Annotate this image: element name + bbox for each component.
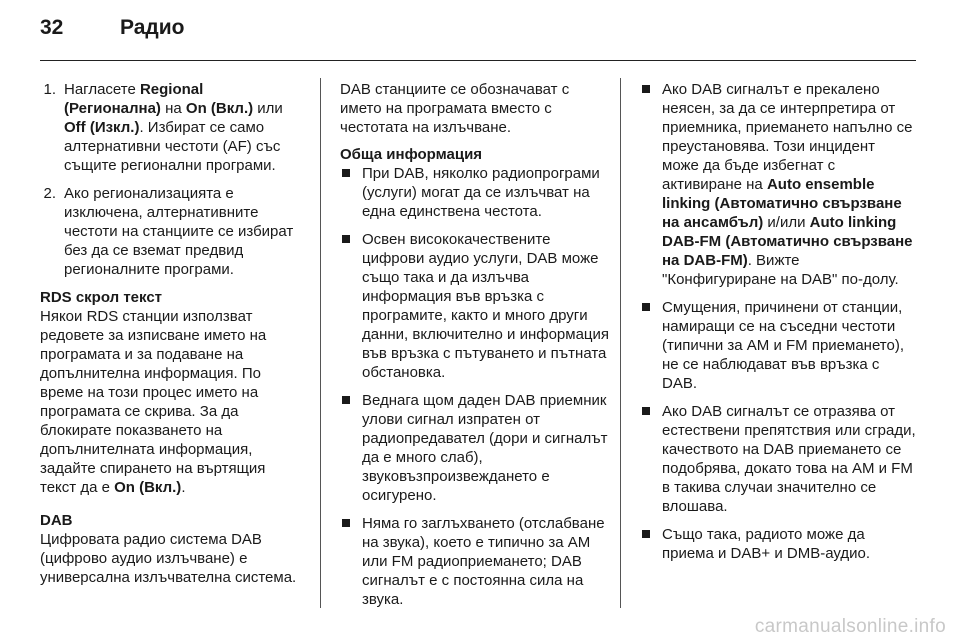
list-item: [640, 80, 916, 289]
list-item-text: Също така, радиото може да приема и DAB+ и DMB-аудио.: [662, 526, 871, 562]
rds-paragraph: [40, 307, 302, 497]
column-divider-1: [320, 78, 321, 608]
steps-list: [40, 80, 302, 279]
list-item: [340, 230, 610, 382]
bullet-icon: [642, 303, 650, 311]
bullet-icon: [342, 396, 350, 404]
step-text: на: [160, 100, 186, 117]
list-item: [340, 391, 610, 505]
bullet-icon: [642, 85, 650, 93]
list-item-text: Смущения, причинени от станции, намиращи се на съседни честоти (типични за AM и FM приемането), не се наблюдават във връзка с DAB.: [662, 299, 904, 392]
page-title: Радио: [120, 16, 185, 39]
dab-paragraph: Цифровата радио система DAB (цифрово аудио излъчване) е универсална излъчвателна система.: [40, 531, 297, 586]
list-item-text: Няма го заглъхването (отслабване на звука), което е типично за AM или FM радиоприемането; DAB сигналът е с постоянна сила на звука.: [362, 515, 605, 608]
dab-intro-paragraph: DAB станциите се обозначават с името на програмата вместо с честотата на излъчване.: [340, 81, 570, 136]
option-auto-linking-dab-fm: Auto linking DAB-FM (Автоматично свързване на DAB-FM): [662, 214, 913, 269]
option-auto-ensemble-linking: Auto ensemble linking (Автоматично свързване на ансамбъл): [662, 176, 902, 231]
step-number: 2.: [43, 185, 56, 202]
bullet-icon: [342, 235, 350, 243]
menu-option-on: On (Вкл.): [185, 100, 254, 117]
step-number: 1.: [43, 81, 56, 98]
column-right: [640, 80, 916, 572]
watermark: carmanualsonline.info: [754, 616, 946, 637]
list-item-text: Веднага щом даден DAB приемник улови сигнал изпратен от радиопредавател (дори и сигналът да е много слаб), звуковъзпроизвеждането е осигурено.: [362, 392, 608, 504]
dab-heading: DAB: [40, 512, 73, 529]
column-middle: [340, 80, 610, 618]
step-text: Нагласете: [64, 81, 140, 98]
step-text: или: [253, 100, 283, 117]
list-item: [340, 514, 610, 609]
list-item: [640, 298, 916, 393]
menu-option-off: Off (Изкл.): [64, 119, 140, 136]
column-divider-2: [620, 78, 621, 608]
page-number: 32: [40, 16, 64, 39]
list-item-text: При DAB, няколко радиопрограми (услуги) могат да се излъчват на една единствена честота.: [362, 165, 600, 220]
rds-end: .: [181, 479, 186, 496]
bullet-icon: [642, 407, 650, 415]
rds-heading: RDS скрол текст: [40, 289, 163, 306]
column-left: [40, 80, 302, 587]
step-2: [40, 184, 302, 279]
list-item: [340, 164, 610, 221]
general-info-list: [340, 164, 610, 609]
list-item: [640, 525, 916, 563]
list-item-text: Ако DAB сигналът се отразява от естествени препятствия или сгради, качеството на DAB приемането се подобрява, докато това на AM и FM в такива случаи значително се влошава.: [662, 403, 916, 515]
general-info-heading: Обща информация: [340, 146, 483, 163]
list-item-text: Ако DAB сигналът е прекалено неясен, за да се интерпретира от приемника, приемането напълно се преустановява. Този инцидент може да бъде избегнат с активиране на: [662, 81, 913, 193]
dab-notes-list: [640, 80, 916, 563]
list-item-text: и/или: [763, 214, 810, 231]
step-text: Ако регионализацията е изключена, алтернативните честоти на станциите се избират без да се вземат предвид регионалните програми.: [64, 185, 294, 278]
bullet-icon: [642, 530, 650, 538]
list-item-text: . Вижте "Конфигуриране на DAB" по-долу.: [662, 252, 899, 288]
rds-text: Някои RDS станции използват редовете за изписване името на програмата и за подаване на допълнителна информация. По време на този процес името на програмата се скрива. За да блокирате показването на допълнителната информация, задайте спирането на въртящия текст да е: [40, 308, 267, 496]
menu-option-regional: Regional (Регионална): [64, 81, 204, 117]
bullet-icon: [342, 169, 350, 177]
bullet-icon: [342, 519, 350, 527]
rds-option-on: On (Вкл.): [114, 479, 182, 496]
list-item-text: Освен висококачествените цифрови аудио услуги, DAB може също така и да излъчва информация във връзка с програмите, както и много други данни, включително и информация във връзка с пътуването и пътната обстановка.: [362, 231, 610, 381]
step-text: . Избират се само алтернативни честоти (AF) със същите регионални програми.: [64, 119, 281, 174]
list-item: [640, 402, 916, 516]
header-rule: [40, 60, 916, 61]
step-1: [40, 80, 302, 175]
